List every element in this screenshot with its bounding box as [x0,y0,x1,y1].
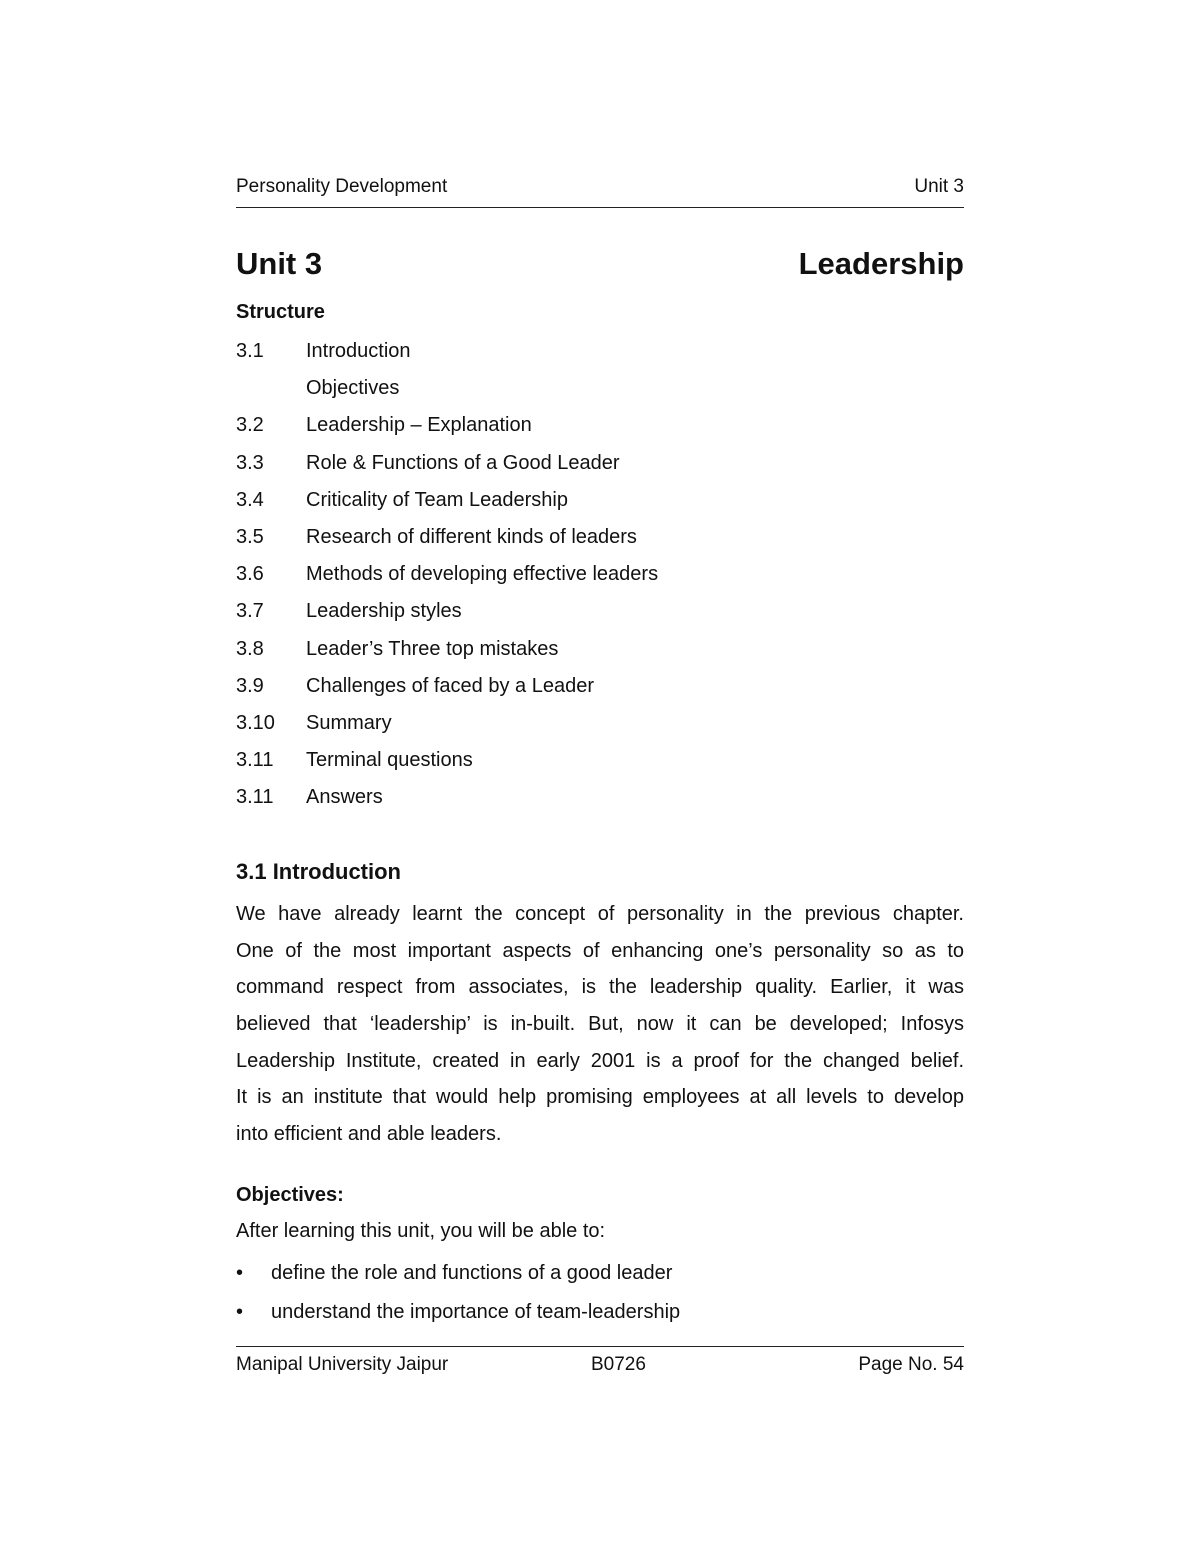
structure-item [236,779,964,816]
paragraph-line: into efficient and able leaders. [236,1123,502,1146]
structure-item [236,370,964,407]
structure-item-label: Leader’s Three top mistakes [306,637,559,660]
structure-item-number: 3.7 [236,600,264,623]
structure-item-number: 3.8 [236,637,264,660]
footer-page-number: Page No. 54 [858,1354,964,1375]
header-course-title: Personality Development [236,176,448,197]
structure-item [236,668,964,705]
structure-item-label: Role & Functions of a Good Leader [306,451,620,474]
structure-item [236,593,964,630]
structure-item [236,333,964,370]
structure-item-label: Summary [306,711,392,734]
header-unit-label: Unit 3 [914,176,964,197]
structure-item-label: Criticality of Team Leadership [306,488,568,511]
structure-item-number: 3.3 [236,451,264,474]
structure-item-number: 3.2 [236,414,264,437]
structure-item-number: 3.9 [236,674,264,697]
structure-item [236,556,964,593]
structure-item [236,445,964,482]
structure-item-number: 3.10 [236,711,275,734]
structure-item [236,742,964,779]
paragraph-line: command respect from associates, is the leadership quality. Earlier, it was [236,976,964,999]
introduction-paragraph [236,896,964,1153]
footer-course-code: B0726 [591,1354,646,1375]
running-header [236,176,964,198]
objectives-intro: After learning this unit, you will be able to: [236,1220,606,1242]
objectives-list [236,1256,964,1334]
paragraph-line: believed that ‘leadership’ is in-built. But, now it can be developed; Infosys [236,1013,964,1036]
structure-item [236,705,964,742]
structure-item-number: 3.5 [236,525,264,548]
structure-item [236,519,964,556]
header-divider [236,207,964,208]
structure-item [236,631,964,668]
unit-title: Unit 3 [236,246,323,281]
list-item [236,1256,964,1295]
structure-item-label: Methods of developing effective leaders [306,563,659,586]
objectives-heading: Objectives: [236,1184,344,1206]
structure-item-label: Leadership – Explanation [306,414,532,437]
structure-item [236,407,964,444]
bullet-icon: • [236,1301,244,1323]
structure-item-number: 3.11 [236,749,274,772]
structure-item-label: Research of different kinds of leaders [306,525,637,548]
page-title [236,246,964,282]
structure-item-label: Terminal questions [306,749,473,772]
footer-institution: Manipal University Jaipur [236,1354,449,1375]
structure-item-number: 3.11 [236,786,274,809]
paragraph-line: One of the most important aspects of enhancing one’s personality so as to [236,939,964,962]
objective-text: define the role and functions of a good leader [271,1262,673,1284]
structure-item-label: Leadership styles [306,600,462,623]
paragraph-line: We have already learnt the concept of personality in the previous chapter. [236,903,964,925]
structure-heading: Structure [236,301,325,323]
structure-item-label: Objectives [306,377,400,400]
section-heading-introduction: 3.1 Introduction [236,859,401,884]
paragraph-line: It is an institute that would help promising employees at all levels to develop [236,1086,964,1109]
list-item [236,1295,964,1334]
objective-text: understand the importance of team-leadership [271,1301,681,1323]
structure-item-number: 3.4 [236,488,264,511]
structure-item [236,482,964,519]
bullet-icon: • [236,1262,244,1284]
structure-item-label: Introduction [306,340,411,362]
paragraph-line: Leadership Institute, created in early 2001 is a proof for the changed belief. [236,1049,964,1072]
structure-item-number: 3.6 [236,563,264,586]
footer-divider [236,1346,964,1347]
structure-list [236,333,964,816]
topic-title: Leadership [798,246,964,281]
page-footer [236,1354,964,1380]
structure-item-label: Answers [306,786,383,809]
structure-item-label: Challenges of faced by a Leader [306,674,594,697]
structure-item-number: 3.1 [236,340,264,362]
